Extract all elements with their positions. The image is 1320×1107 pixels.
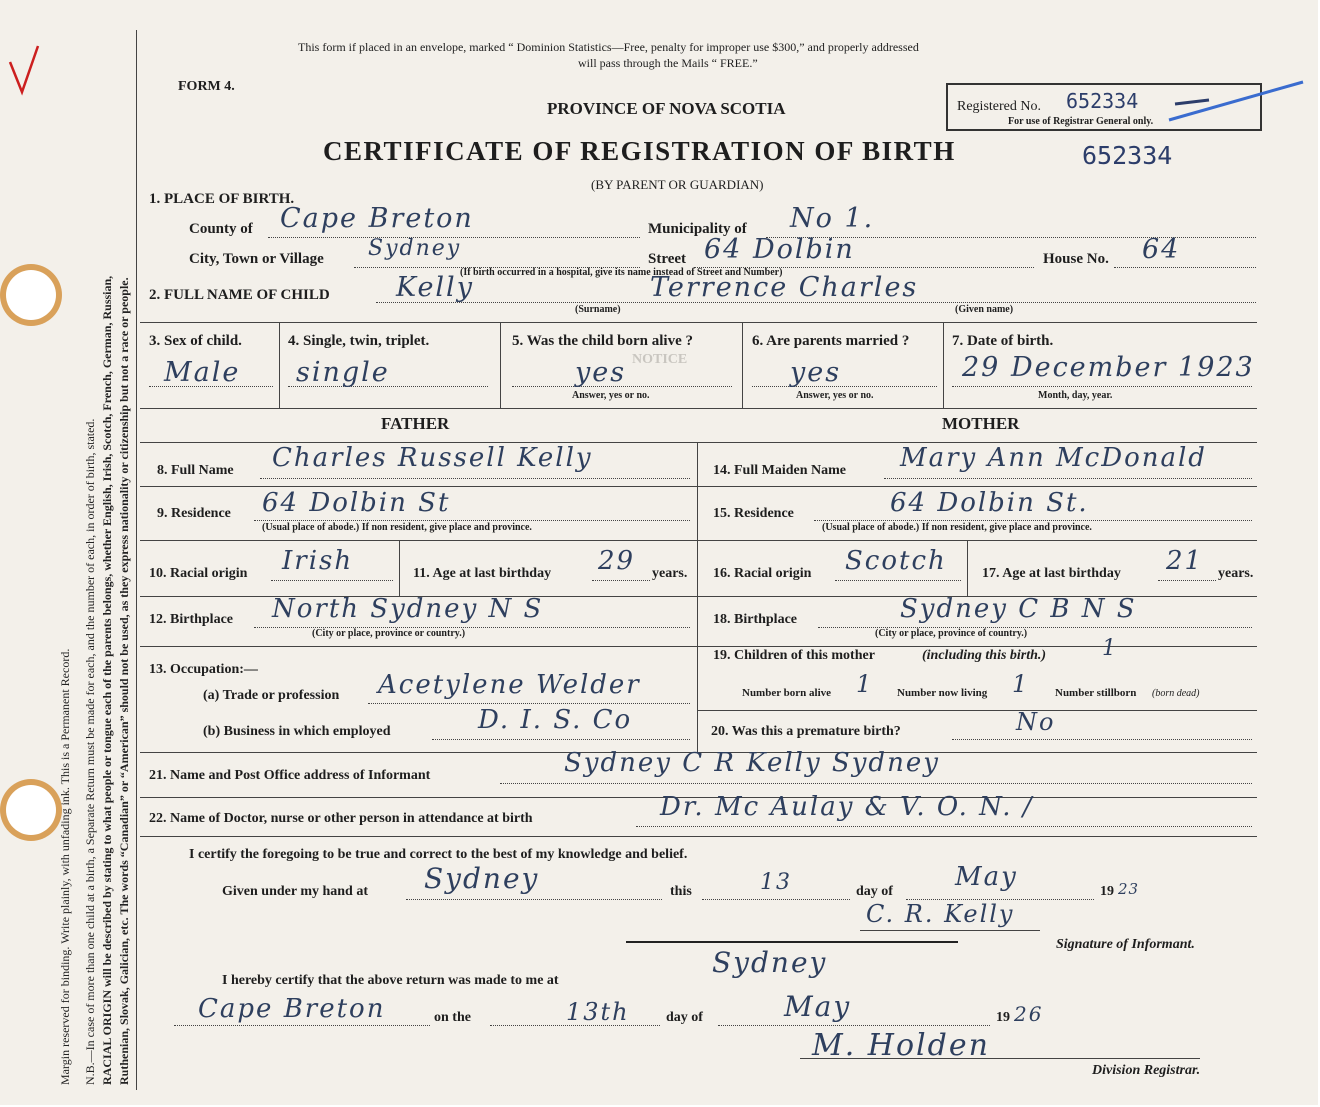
premature-birth-value: No <box>1016 708 1056 736</box>
on-the-label: on the <box>434 1010 471 1025</box>
binding-hole-top <box>6 270 56 320</box>
month2-value: May <box>784 990 852 1023</box>
rule-v1 <box>279 322 280 408</box>
rule-parents-b <box>140 540 1257 541</box>
rule-v2 <box>500 322 501 408</box>
children-of-mother-label: 19. Children of this mother <box>713 648 875 663</box>
rule-top-row3 <box>140 322 1257 323</box>
given-under-hand-label: Given under my hand at <box>222 884 368 899</box>
number-now-living-value: 1 <box>1012 670 1030 698</box>
municipality-label: Municipality of <box>648 221 747 237</box>
informant-label: 21. Name and Post Office address of Informant <box>149 768 431 783</box>
father-racial-label: 10. Racial origin <box>149 566 248 581</box>
house-number-rule <box>1114 267 1256 268</box>
stamped-certificate-number: 652334 <box>1082 141 1173 170</box>
mother-heading: MOTHER <box>942 414 1020 433</box>
father-birthplace-value: North Sydney N S <box>272 594 544 624</box>
mother-racial-label: 16. Racial origin <box>713 566 812 581</box>
born-alive-label: 5. Was the child born alive ? <box>512 333 693 349</box>
number-born-alive-value: 1 <box>856 670 874 698</box>
father-birthplace-caption: (City or place, province or country.) <box>312 628 466 639</box>
month-value: May <box>955 862 1018 892</box>
month2-rule <box>718 1025 990 1026</box>
father-birthplace-label: 12. Birthplace <box>149 612 233 627</box>
background-notice-heading: NOTICE <box>632 352 688 367</box>
rule-father-age <box>399 540 400 596</box>
rule-bottom-row3 <box>140 408 1257 409</box>
place-of-birth-label: 1. PLACE OF BIRTH. <box>149 191 295 207</box>
rule-v3 <box>742 322 743 408</box>
mother-racial-value: Scotch <box>845 546 947 576</box>
return-county-rule <box>174 1025 430 1026</box>
house-number-value: 64 <box>1142 234 1181 265</box>
premature-rule <box>952 739 1252 740</box>
single-value: single <box>296 357 390 388</box>
mother-name-value: Mary Ann McDonald <box>900 443 1207 473</box>
father-age-value: 29 <box>598 546 636 576</box>
trade-label: (a) Trade or profession <box>203 688 340 703</box>
margin-rule <box>136 30 137 1090</box>
year-value: 23 <box>1118 880 1140 898</box>
father-name-label: 8. Full Name <box>157 463 234 478</box>
this-day-rule <box>702 899 850 900</box>
registrar-signature: M. Holden <box>812 1028 990 1063</box>
business-rule <box>432 739 690 740</box>
county-value: Cape Breton <box>280 203 474 234</box>
red-checkmark-icon <box>4 42 44 98</box>
doctor-rule <box>636 826 1252 827</box>
date-of-birth-value: 29 December 1923 <box>962 352 1255 383</box>
mother-residence-caption: (Usual place of abode.) If non resident, give place and province. <box>822 522 1092 533</box>
parents-married-value: yes <box>790 357 842 388</box>
rule-parents-d <box>140 646 697 647</box>
binding-hole-bottom <box>6 785 56 835</box>
married-rule <box>752 386 937 387</box>
father-residence-caption: (Usual place of abode.) If non resident, give place and province. <box>262 522 532 533</box>
province-heading: PROVINCE OF NOVA SCOTIA <box>547 99 786 118</box>
informant-signature-rule <box>860 930 1040 931</box>
mother-age-unit: years. <box>1218 566 1254 581</box>
mailing-notice-line1: This form if placed in an envelope, marked “ Dominion Statistics—Free, penalty for improper use $300,” and properly addressed <box>298 40 919 54</box>
informant-value: Sydney C R Kelly Sydney <box>564 748 940 778</box>
given-place-value: Sydney <box>424 862 540 895</box>
given-name-caption: (Given name) <box>955 304 1014 315</box>
premature-birth-label: 20. Was this a premature birth? <box>711 724 901 739</box>
born-alive-value: yes <box>575 357 627 388</box>
father-racial-rule <box>271 580 393 581</box>
mother-birthplace-value: Sydney C B N S <box>900 594 1137 624</box>
registered-number-value: 652334 <box>1066 89 1139 113</box>
father-residence-value: 64 Dolbin St <box>262 488 451 518</box>
father-name-value: Charles Russell Kelly <box>272 443 593 473</box>
sex-value: Male <box>164 357 241 388</box>
trade-value: Acetylene Welder <box>378 670 641 700</box>
informant-signature: C. R. Kelly <box>866 900 1015 928</box>
number-now-living-label: Number now living <box>897 687 988 699</box>
mother-racial-rule <box>835 580 961 581</box>
registrar-general-note: For use of Registrar General only. <box>1008 116 1154 127</box>
number-stillborn-label: Number stillborn <box>1055 687 1137 699</box>
certify-statement: I certify the foregoing to be true and correct to the best of my knowledge and belief. <box>189 847 688 862</box>
mother-name-rule <box>884 478 1252 479</box>
doctor-value: Dr. Mc Aulay & V. O. N. / <box>660 792 1034 822</box>
father-heading: FATHER <box>381 414 450 433</box>
mailing-notice-line2: will pass through the Mails “ FREE.” <box>578 56 758 70</box>
mother-birthplace-caption: (City or place, province of country.) <box>875 628 1028 639</box>
mother-age-rule <box>1158 580 1216 581</box>
registered-number-label: Registered No. <box>957 99 1041 114</box>
return-place-value: Sydney <box>712 946 828 979</box>
mother-age-value: 21 <box>1166 546 1204 576</box>
rule-parents-mid <box>697 442 698 752</box>
rule-v4 <box>943 322 944 408</box>
street-label: Street <box>648 251 687 267</box>
surname-caption: (Surname) <box>575 304 621 315</box>
year2-value: 26 <box>1014 1002 1044 1026</box>
city-label: City, Town or Village <box>189 251 324 267</box>
father-residence-rule <box>254 520 690 521</box>
registrar-signature-rule <box>800 1058 1200 1059</box>
city-value: Sydney <box>368 236 462 261</box>
rule-parents-a <box>140 486 1257 487</box>
mother-name-label: 14. Full Maiden Name <box>713 463 846 478</box>
single-twin-label: 4. Single, twin, triplet. <box>288 333 430 349</box>
certificate-title: CERTIFICATE OF REGISTRATION OF BIRTH <box>323 136 956 166</box>
children-of-mother-value: 1 <box>1102 636 1118 661</box>
return-county-value: Cape Breton <box>198 994 386 1024</box>
street-value: 64 Dolbin <box>704 234 855 265</box>
signature-of-informant-caption: Signature of Informant. <box>1056 937 1195 952</box>
mother-residence-label: 15. Residence <box>713 506 794 521</box>
rule-mother-f <box>697 710 1257 711</box>
county-label: County of <box>189 221 253 237</box>
number-stillborn-note: (born dead) <box>1152 688 1200 699</box>
this-label: this <box>670 884 692 899</box>
street-hospital-note: (If birth occurred in a hospital, give its name instead of Street and Number) <box>460 267 783 278</box>
margin-racial-note-1: RACIAL ORIGIN will be described by stating to what people or tongue each of the parents belongs, whether English, Irish, Scotch, French, German, Russian, <box>100 275 114 1085</box>
mother-birthplace-label: 18. Birthplace <box>713 612 797 627</box>
division-registrar-caption: Division Registrar. <box>1092 1063 1201 1078</box>
dob-rule <box>952 386 1252 387</box>
rule-mother-e <box>697 646 1257 647</box>
given-place-rule <box>406 899 662 900</box>
mother-residence-rule <box>814 520 1252 521</box>
children-of-mother-note: (including this birth.) <box>922 648 1047 663</box>
dob-caption: Month, day, year. <box>1038 390 1113 401</box>
full-name-of-child-label: 2. FULL NAME OF CHILD <box>149 287 330 303</box>
father-racial-value: Irish <box>282 546 354 576</box>
day-of2-label: day of <box>666 1010 703 1025</box>
number-born-alive-label: Number born alive <box>742 687 832 699</box>
return-certify-text: I hereby certify that the above return was made to me at <box>222 973 559 988</box>
rule-mother-age <box>967 540 968 596</box>
margin-nb-note: N.B.—In case of more than one child at a birth, a Separate Return must be made for each, and the number of each, in order of birth, stated. <box>83 418 97 1085</box>
mother-age-label: 17. Age at last birthday <box>982 566 1121 581</box>
rule-doctor <box>140 836 1257 837</box>
father-name-rule <box>260 478 690 479</box>
doctor-label: 22. Name of Doctor, nurse or other person in attendance at birth <box>149 811 533 826</box>
house-number-label: House No. <box>1043 251 1109 267</box>
certificate-subtitle: (BY PARENT OR GUARDIAN) <box>591 177 764 192</box>
day-of-label: day of <box>856 884 893 899</box>
municipality-value: No 1. <box>790 203 875 234</box>
form-number: FORM 4. <box>178 79 235 94</box>
date-of-birth-label: 7. Date of birth. <box>952 333 1054 349</box>
return-section-rule <box>626 941 958 943</box>
margin-binding-note: Margin reserved for binding. Write plainly, with unfading ink. This is a Permanent Record. <box>58 648 72 1085</box>
mother-residence-value: 64 Dolbin St. <box>890 488 1089 518</box>
this-day-value: 13 <box>760 870 792 895</box>
blue-pencil-mark-icon <box>1165 74 1310 126</box>
year-prefix: 19 <box>1100 884 1114 899</box>
informant-rule <box>500 783 1252 784</box>
year2-prefix: 19 <box>996 1010 1010 1025</box>
parents-married-label: 6. Are parents married ? <box>752 333 910 349</box>
father-age-label: 11. Age at last birthday <box>413 566 552 581</box>
father-age-rule <box>592 580 650 581</box>
occupation-label: 13. Occupation:— <box>149 662 258 677</box>
alive-answer-caption: Answer, yes or no. <box>572 390 650 401</box>
child-given-name-value: Terrence Charles <box>650 272 919 303</box>
father-residence-label: 9. Residence <box>157 506 231 521</box>
margin-racial-note-2: Ruthenian, Slovak, Galician, etc. The words “Canadian” or “American” should not be used, as they express nationality or citizenship but not a race or people. <box>117 277 131 1085</box>
child-surname-value: Kelly <box>396 272 474 303</box>
business-value: D. I. S. Co <box>478 705 633 735</box>
business-label: (b) Business in which employed <box>203 724 391 739</box>
married-answer-caption: Answer, yes or no. <box>796 390 874 401</box>
father-age-unit: years. <box>652 566 688 581</box>
trade-rule <box>368 703 690 704</box>
sex-label: 3. Sex of child. <box>149 333 242 349</box>
on-day-value: 13th <box>566 998 630 1026</box>
